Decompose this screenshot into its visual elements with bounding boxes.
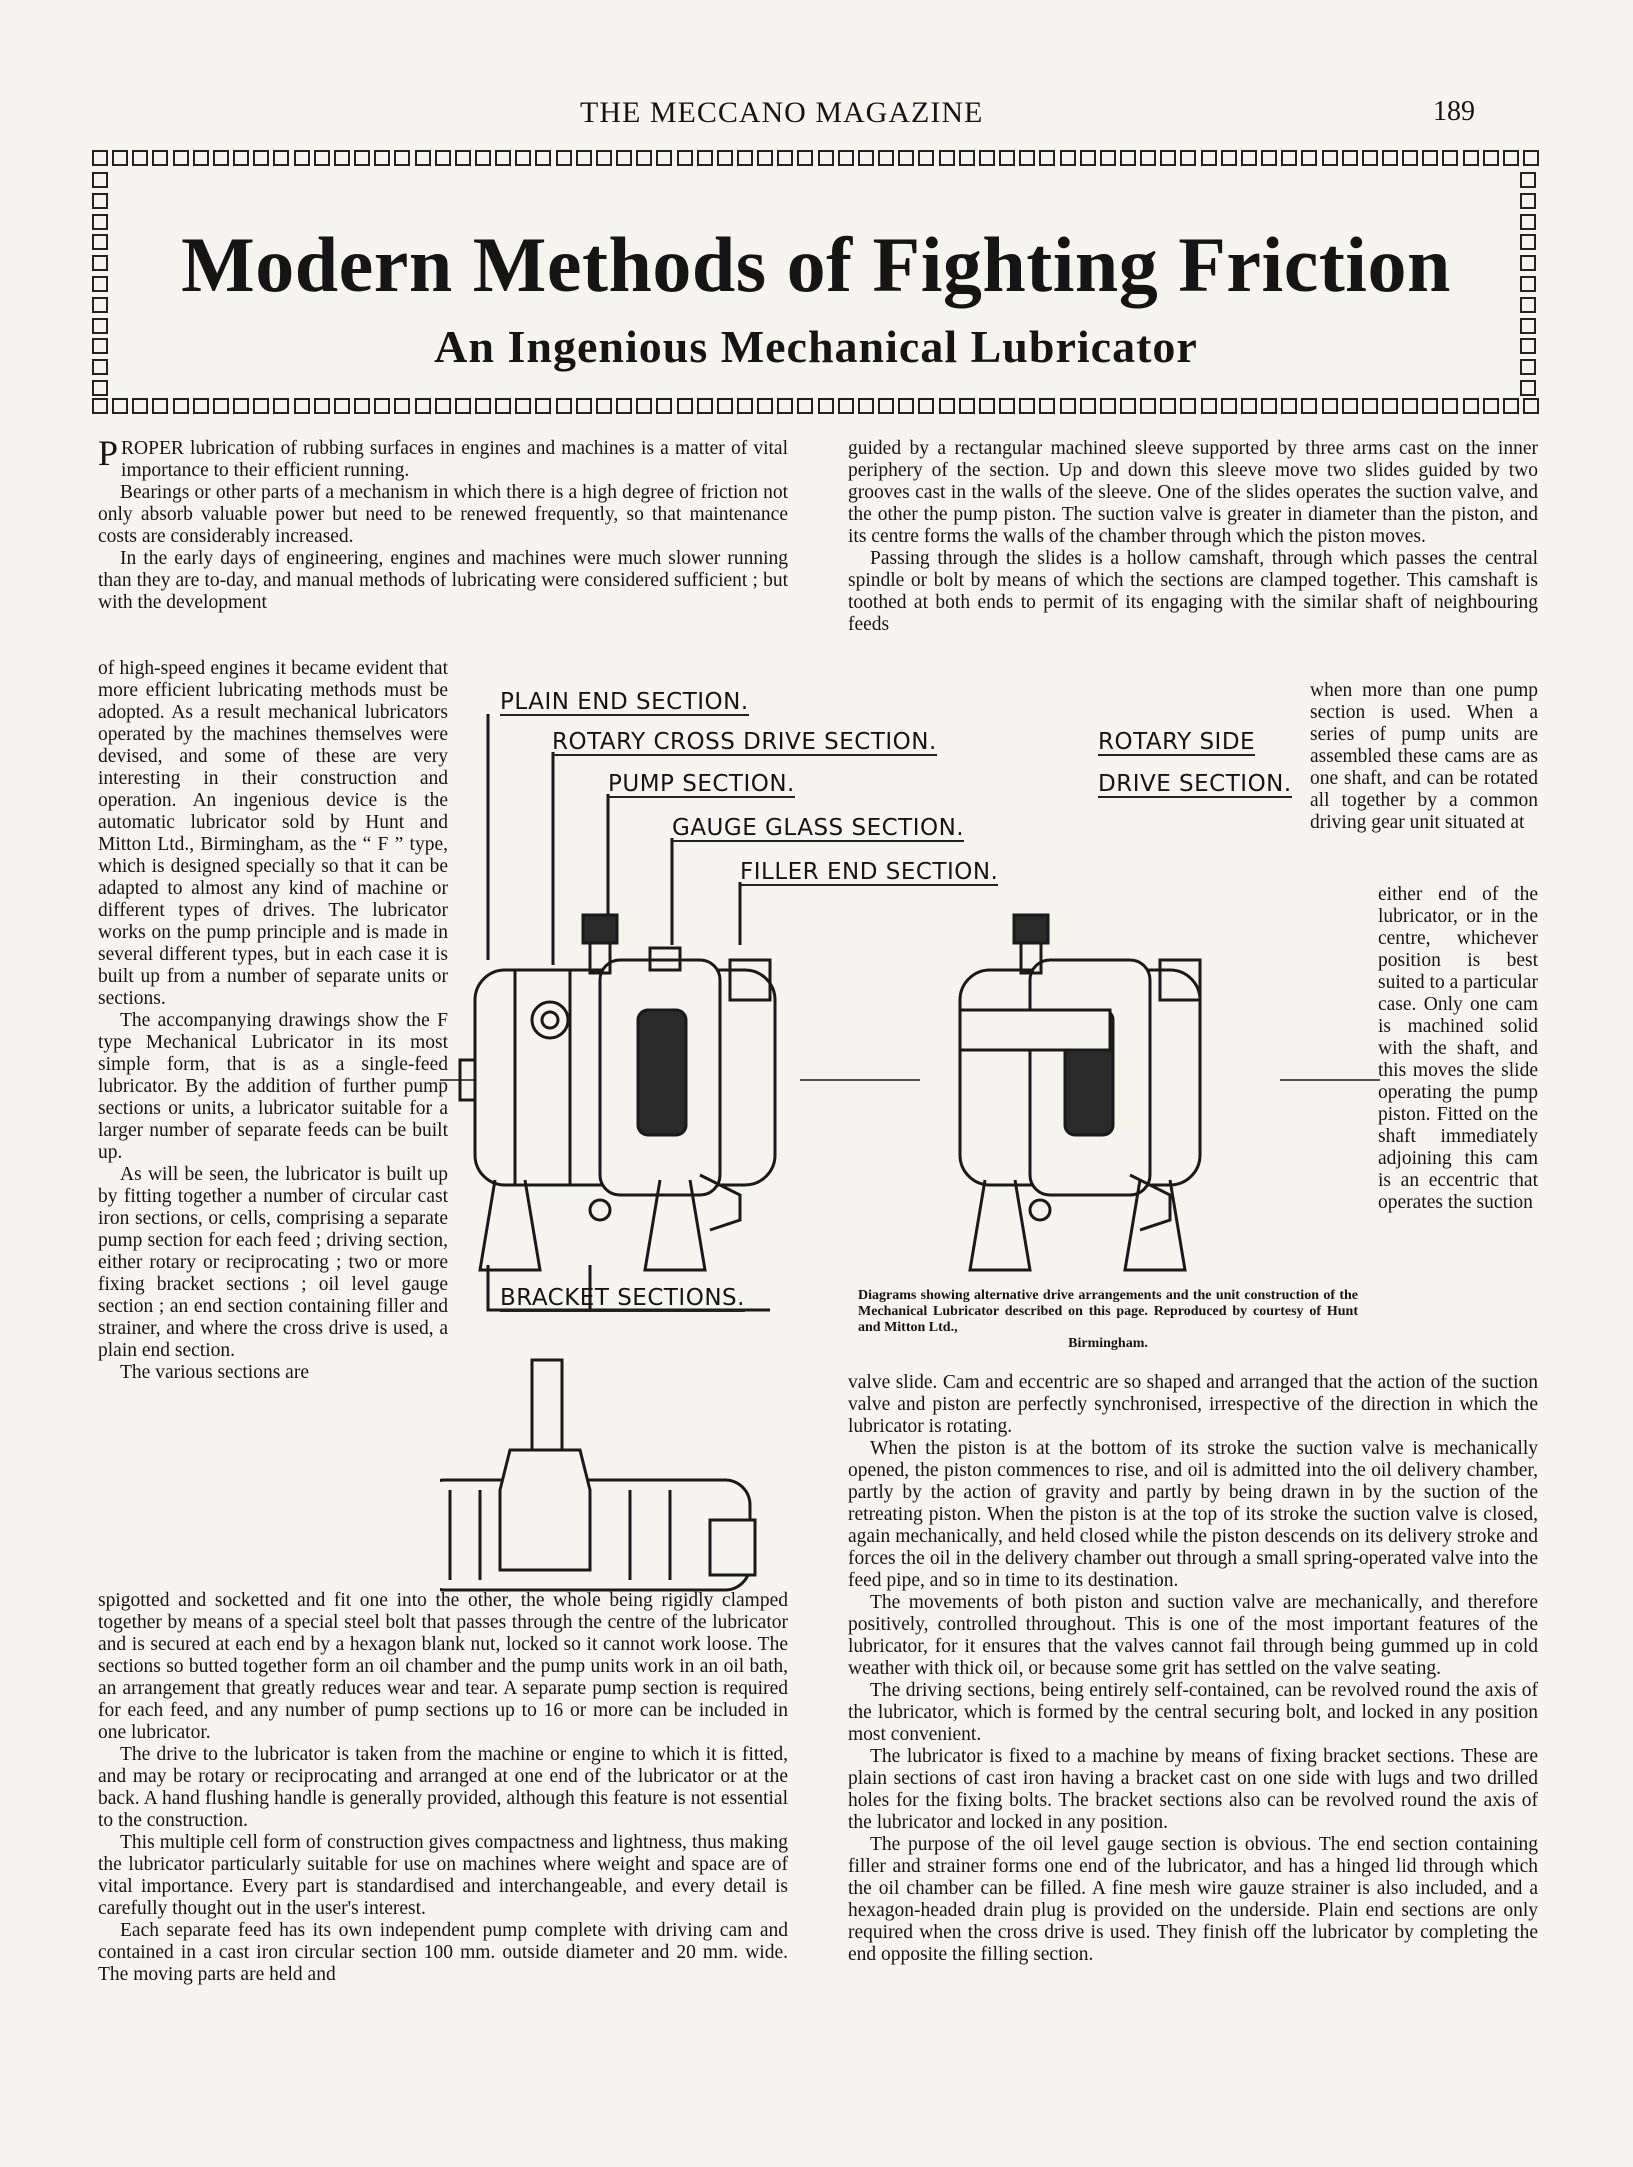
border-square <box>959 150 975 166</box>
border-square <box>193 150 209 166</box>
paragraph: The movements of both piston and suction valve are mechanically, and therefore positively, controlled throughout. This is one of the most important features of the lubricator, for it ensures that the valves cannot fail through being gummed up in cold weather with thick oil, or because some grit has settled on the valve seating. <box>848 1592 1538 1679</box>
border-square <box>92 193 108 209</box>
caption-text: Diagrams showing alternative drive arrangements and the unit construction of the Mechanical Lubricator described on this page. Reproduced by courtesy of Hunt and Mitton Ltd., <box>858 1288 1358 1335</box>
border-square <box>1261 150 1277 166</box>
border-square <box>1382 150 1398 166</box>
border-square <box>314 150 330 166</box>
border-square <box>797 398 813 414</box>
border-square <box>1442 398 1458 414</box>
paragraph: This multiple cell form of construction gives compactness and lightness, thus making the lubricator particularly suitable for use on machines where weight and space are of vital importance. Every part is standardised and interchangeable, and every detail is carefully thought out in the user's interest. <box>98 1832 788 1919</box>
border-square <box>576 398 592 414</box>
border-square <box>394 150 410 166</box>
border-square <box>918 398 934 414</box>
border-square <box>1120 150 1136 166</box>
border-square <box>273 398 289 414</box>
border-square <box>1120 398 1136 414</box>
paragraph: The accompanying drawings show the F type Mechanical Lubricator in its most simple form, that is as a single-feed lubricator. By the addition of further pump sections or units, a lubricator suitable for a larger number of separate feeds can be built up. <box>98 1010 448 1163</box>
border-square <box>273 150 289 166</box>
border-square <box>858 150 874 166</box>
paragraph: The lubricator is fixed to a machine by means of fixing bracket sections. These are plain sections of cast iron having a bracket cast on one side with lugs and two drilled holes for the fixing bolts. The bracket sections also can be revolved round the axis of the lubricator and locked in any position. <box>848 1746 1538 1833</box>
border-square <box>455 150 471 166</box>
border-square <box>112 150 128 166</box>
border-square <box>1322 150 1338 166</box>
border-square <box>1060 150 1076 166</box>
border-square <box>1463 398 1479 414</box>
border-square <box>1180 398 1196 414</box>
border-square <box>535 150 551 166</box>
border-square <box>737 398 753 414</box>
border-square <box>515 398 531 414</box>
border-square <box>1342 150 1358 166</box>
border-square <box>656 398 672 414</box>
border-square <box>878 398 894 414</box>
border-square <box>112 398 128 414</box>
border-square <box>979 398 995 414</box>
border-square <box>1060 398 1076 414</box>
label-rotary-side-2: DRIVE SECTION. <box>1098 771 1292 797</box>
paragraph: PROPER lubrication of rubbing surfaces in engines and machines is a matter of vital importance to their efficient running. <box>98 433 788 481</box>
border-square <box>898 150 914 166</box>
border-square <box>233 398 249 414</box>
border-right <box>1520 172 1540 396</box>
border-square <box>1520 380 1536 396</box>
paragraph: spigotted and socketted and fit one into the other, the whole being rigidly clamped together by means of a special steel bolt that passes through the centre of the lubricator and is secured at each end by a hexagon blank nut, locked so it cannot work loose. The sections so butted together form an oil chamber and the pump units work in an oil bath, an arrangement that greatly reduces wear and tear. A separate pump section is required for each feed, and any number of pump sections up to 16 or more can be included in one lubricator. <box>98 1590 788 1743</box>
border-square <box>213 150 229 166</box>
border-square <box>939 150 955 166</box>
border-square <box>173 150 189 166</box>
paragraph: either end of the lubricator, or in the centre, whichever position is best suited to a particular case. Only one cam is machined solid with the shaft, and this moves the slide operating the pump piston. Fitted on the shaft immediately adjoining this cam is an eccentric that operates the suction <box>1378 884 1538 1213</box>
border-square <box>1039 398 1055 414</box>
border-square <box>495 398 511 414</box>
border-square <box>556 398 572 414</box>
border-square <box>294 150 310 166</box>
border-square <box>415 150 431 166</box>
border-square <box>1281 398 1297 414</box>
border-square <box>1080 150 1096 166</box>
right-lubricator <box>960 915 1200 1270</box>
border-square <box>1080 398 1096 414</box>
border-square <box>253 150 269 166</box>
paragraph: Passing through the slides is a hollow camshaft, through which passes the central spindle or bolt by means of which the sections are clamped together. This camshaft is toothed at both ends to permit of its engaging with the similar shaft of neighbouring feeds <box>848 548 1538 635</box>
border-square <box>495 150 511 166</box>
caption-place: Birmingham. <box>1068 1336 1148 1351</box>
border-square <box>92 234 108 250</box>
left-column-top <box>98 433 788 614</box>
border-square <box>596 150 612 166</box>
border-square <box>777 398 793 414</box>
border-square <box>1520 234 1536 250</box>
border-square <box>1221 398 1237 414</box>
border-square <box>1140 150 1156 166</box>
running-head <box>0 96 1633 136</box>
border-square <box>1422 150 1438 166</box>
label-gauge: GAUGE GLASS SECTION. <box>672 815 965 841</box>
border-square <box>1520 214 1536 230</box>
border-square <box>717 150 733 166</box>
left-column-narrow <box>98 658 448 1384</box>
paragraph: Each separate feed has its own independent pump complete with driving cam and contained in a cast iron circular section 100 mm. outside diameter and 20 mm. wide. The moving parts are held and <box>98 1920 788 1985</box>
border-square <box>1160 398 1176 414</box>
border-square <box>1503 398 1519 414</box>
plan-view <box>440 1360 755 1590</box>
border-square <box>697 398 713 414</box>
border-square <box>878 150 894 166</box>
border-square <box>1520 359 1536 375</box>
paragraph: In the early days of engineering, engines and machines were much slower running than they are to-day, and manual methods of lubricating were considered sufficient ; but with the development <box>98 548 788 613</box>
border-square <box>92 150 108 166</box>
border-square <box>334 150 350 166</box>
paragraph: valve slide. Cam and eccentric are so shaped and arranged that the action of the suction valve and piston are perfectly synchronised, irrespective of the direction in which the lubricator is rotating. <box>848 1372 1538 1437</box>
border-square <box>314 398 330 414</box>
border-square <box>616 398 632 414</box>
border-square <box>354 150 370 166</box>
right-column-narrow-2 <box>1378 884 1538 1214</box>
title-banner <box>92 150 1540 418</box>
paragraph: The various sections are <box>120 1362 309 1383</box>
border-square <box>394 398 410 414</box>
border-square <box>939 398 955 414</box>
border-square <box>152 398 168 414</box>
border-square <box>1019 398 1035 414</box>
article-subtitle: An Ingenious Mechanical Lubricator <box>434 321 1198 372</box>
lubricator-diagram <box>440 660 1380 1600</box>
border-square <box>213 398 229 414</box>
border-square <box>1523 398 1539 414</box>
border-square <box>1019 150 1035 166</box>
border-square <box>1201 398 1217 414</box>
border-square <box>1261 398 1277 414</box>
label-plain-end: PLAIN END SECTION. <box>500 689 749 715</box>
border-square <box>1241 150 1257 166</box>
article-title: Modern Methods of Fighting Friction <box>181 221 1451 308</box>
border-square <box>838 398 854 414</box>
border-square <box>92 398 108 414</box>
lubricator-drawing <box>440 660 1380 1600</box>
border-square <box>898 398 914 414</box>
paragraph: when more than one pump section is used. When a series of pump units are assembled these cams are as one shaft, and can be rotated all together by a common driving gear unit situated at <box>1310 680 1538 833</box>
border-square <box>1221 150 1237 166</box>
border-square <box>1281 150 1297 166</box>
label-filler: FILLER END SECTION. <box>740 859 999 885</box>
border-square <box>233 150 249 166</box>
border-square <box>818 150 834 166</box>
border-square <box>294 398 310 414</box>
label-pump: PUMP SECTION. <box>608 771 795 797</box>
border-square <box>1402 150 1418 166</box>
label-rotary-cross: ROTARY CROSS DRIVE SECTION. <box>552 729 937 755</box>
border-square <box>92 338 108 354</box>
border-square <box>1180 150 1196 166</box>
border-square <box>818 398 834 414</box>
border-square <box>1520 338 1536 354</box>
label-rotary-side-1: ROTARY SIDE <box>1098 729 1256 755</box>
border-square <box>959 398 975 414</box>
border-square <box>1039 150 1055 166</box>
border-square <box>92 172 108 188</box>
border-square <box>918 150 934 166</box>
border-square <box>515 150 531 166</box>
paragraph: The driving sections, being entirely self-contained, can be revolved round the axis of the lubricator, which is formed by the central securing bolt, and locked in any position most convenient. <box>848 1680 1538 1745</box>
border-square <box>253 398 269 414</box>
border-square <box>636 398 652 414</box>
border-square <box>656 150 672 166</box>
border-square <box>193 398 209 414</box>
border-square <box>1382 398 1398 414</box>
border-square <box>757 150 773 166</box>
page-number: 189 <box>1433 96 1475 127</box>
border-square <box>374 398 390 414</box>
paragraph: Bearings or other parts of a mechanism in which there is a high degree of friction not only absorb valuable power but need to be renewed frequently, so that maintenance costs are considerably increased. <box>98 482 788 547</box>
border-square <box>435 150 451 166</box>
paragraph: When the piston is at the bottom of its stroke the suction valve is mechanically opened, the piston commences to rise, and oil is admitted into the oil delivery chamber, partly by the action of gravity and partly by being drawn in by the suction of the retreating piston. When the piston is at the top of its stroke the suction valve is closed, again mechanically, and held closed while the piston descends on its delivery stroke and forces the oil in the delivery chamber out through a small spring-operated valve into the feed pipe, and so in time to its destination. <box>848 1438 1538 1591</box>
border-square <box>334 398 350 414</box>
border-square <box>858 398 874 414</box>
border-square <box>1520 276 1536 292</box>
border-square <box>1362 398 1378 414</box>
border-square <box>1442 150 1458 166</box>
border-square <box>374 150 390 166</box>
border-square <box>132 398 148 414</box>
paragraph: The drive to the lubricator is taken from the machine or engine to which it is fitted, and may be rotary or reciprocating and arranged at one end of the lubricator or at the back. A hand flushing handle is generally provided, although this feature is not essential to the construction. <box>98 1744 788 1831</box>
border-square <box>677 398 693 414</box>
border-square <box>1100 150 1116 166</box>
border-square <box>1523 150 1539 166</box>
border-square <box>92 255 108 271</box>
border-square <box>636 150 652 166</box>
border-square <box>1201 150 1217 166</box>
magazine-title: THE MECCANO MAGAZINE <box>580 96 984 129</box>
border-square <box>1241 398 1257 414</box>
paragraph: of high-speed engines it became evident that more efficient lubricating methods must be adopted. As a result mechanical lubricators operated by the machines themselves were devised, and some of these are very interesting in their construction and operation. An ingenious device is the automatic lubricator sold by Hunt and Mitton Ltd., Birmingham, as the “ F ” type, which is designed specially so that it can be adapted to almost any kind of machine or different types of drives. The lubricator works on the pump principle and is made in several different types, but in each case it is built up from a number of separate units or sections. <box>98 658 448 1009</box>
border-square <box>535 398 551 414</box>
border-square <box>475 398 491 414</box>
border-square <box>1520 255 1536 271</box>
border-square <box>1362 150 1378 166</box>
border-square <box>1520 193 1536 209</box>
border-square <box>173 398 189 414</box>
border-square <box>1422 398 1438 414</box>
border-square <box>92 359 108 375</box>
border-square <box>92 276 108 292</box>
paragraph: As will be seen, the lubricator is built up by fitting together a number of circular cast iron sections, or cells, comprising a separate pump section for each feed ; driving section, either rotary or reciprocating ; two or more fixing bracket sections ; oil level gauge section ; an end section containing filler and strainer, and where the cross drive is used, a plain end section. <box>98 1164 448 1361</box>
border-top <box>92 150 1540 170</box>
border-square <box>556 150 572 166</box>
left-lubricator <box>460 915 775 1270</box>
border-square <box>354 398 370 414</box>
border-square <box>152 150 168 166</box>
border-square <box>1402 398 1418 414</box>
border-square <box>455 398 471 414</box>
right-column-top <box>848 438 1538 636</box>
paragraph: guided by a rectangular machined sleeve supported by three arms cast on the inner periphery of the section. Up and down this sleeve move two slides guided by two grooves cast in the walls of the sleeve. One of the slides operates the suction valve, and the other the pump piston. The suction valve is greater in diameter than the piston, and its centre forms the walls of the chamber through which the piston moves. <box>848 438 1538 547</box>
border-square <box>1520 172 1536 188</box>
border-square <box>1100 398 1116 414</box>
border-square <box>1140 398 1156 414</box>
border-square <box>1301 150 1317 166</box>
border-square <box>92 297 108 313</box>
border-square <box>1520 297 1536 313</box>
border-square <box>697 150 713 166</box>
border-bottom <box>92 398 1540 418</box>
border-square <box>616 150 632 166</box>
border-square <box>92 380 108 396</box>
border-square <box>596 398 612 414</box>
border-square <box>1160 150 1176 166</box>
border-square <box>1483 150 1499 166</box>
border-square <box>677 150 693 166</box>
border-square <box>777 150 793 166</box>
border-square <box>999 398 1015 414</box>
border-square <box>1463 150 1479 166</box>
border-square <box>1520 318 1536 334</box>
border-square <box>1301 398 1317 414</box>
border-square <box>979 150 995 166</box>
border-square <box>415 398 431 414</box>
border-square <box>1503 150 1519 166</box>
border-left <box>92 172 112 396</box>
paragraph: The purpose of the oil level gauge section is obvious. The end section containing filler and strainer forms one end of the lubricator, and has a hinged lid through which the oil chamber can be filled. A fine mesh wire gauze strainer is also included, and a hexagon-headed drain plug is provided on the underside. Plain end sections are only required when the cross drive is used. They finish off the lubricator by completing the end opposite the filling section. <box>848 1834 1538 1965</box>
border-square <box>92 318 108 334</box>
border-square <box>757 398 773 414</box>
border-square <box>1483 398 1499 414</box>
border-square <box>1322 398 1338 414</box>
border-square <box>92 214 108 230</box>
border-square <box>132 150 148 166</box>
border-square <box>737 150 753 166</box>
border-square <box>797 150 813 166</box>
label-bracket: BRACKET SECTIONS. <box>500 1285 745 1311</box>
border-square <box>1342 398 1358 414</box>
left-column-bottom <box>98 1590 788 1986</box>
border-square <box>475 150 491 166</box>
border-square <box>999 150 1015 166</box>
border-square <box>435 398 451 414</box>
border-square <box>838 150 854 166</box>
border-square <box>576 150 592 166</box>
border-square <box>717 398 733 414</box>
